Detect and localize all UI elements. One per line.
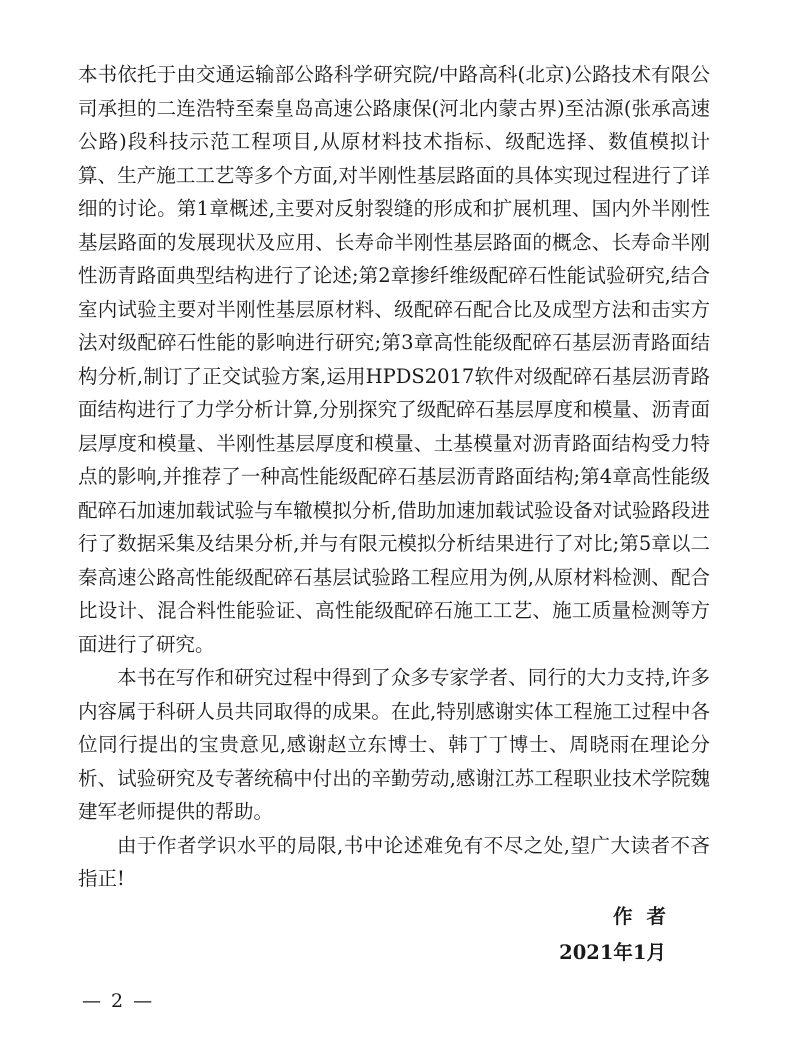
- signature-block: [559, 902, 680, 968]
- signature-date: 2021年1月: [559, 941, 666, 964]
- paragraph-1: 本书依托于由交通运输部公路科学研究院/中路高科(北京)公路技术有限公司承担的二连浩特至秦皇岛高速公路康保(河北内蒙古界)至沽源(张承高速公路)段科技示范工程项目,从原材料技术指标、级配选择、数值模拟计算、生产施工工艺等多个方面,对半刚性基层路面的具体实现过程进行了详细的讨论。第1章概述,主要对反射裂缝的形成和扩展机理、国内外半刚性基层路面的发展现状及应用、长寿命半刚性基层路面的概念、长寿命半刚性沥青路面典型结构进行了论述;第2章掺纤维级配碎石性能试验研究,结合室内试验主要对半刚性基层原材料、级配碎石配合比及成型方法和击实方法对级配碎石性能的影响进行研究;第3章高性能级配碎石基层沥青路面结构分析,制订了正交试验方案,运用HPDS2017软件对级配碎石基层沥青路面结构进行了力学分析计算,分别探究了级配碎石基层厚度和模量、沥青面层厚度和模量、半刚性基层厚度和模量、土基模量对沥青路面结构受力特点的影响,并推荐了一种高性能级配碎石基层沥青路面结构;第4章高性能级配碎石加速加载试验与车辙模拟分析,借助加速加载试验设备对试验路段进行了数据采集及结果分析,并与有限元模拟分析结果进行了对比;第5章以二秦高速公路高性能级配碎石基层试验路工程应用为例,从原材料检测、配合比设计、混合料性能验证、高性能级配碎石施工工艺、施工质量检测等方面进行了研究。: [78, 63, 710, 656]
- page-number: — 2 —: [82, 990, 155, 1012]
- preface-body: [78, 58, 710, 896]
- signature-author: 作者: [612, 905, 680, 928]
- paragraph-2: 本书在写作和研究过程中得到了众多专家学者、同行的大力支持,许多内容属于科研人员共同取得的成果。在此,特别感谢实体工程施工过程中各位同行提出的宝贵意见,感谢赵立东博士、韩丁丁博士、周晓雨在理论分析、试验研究及专著统稿中付出的辛勤劳动,感谢江苏工程职业技术学院魏建军老师提供的帮助。: [78, 666, 710, 823]
- paragraph-3: 由于作者学识水平的局限,书中论述难免有不尽之处,望广大读者不吝指正!: [78, 833, 710, 890]
